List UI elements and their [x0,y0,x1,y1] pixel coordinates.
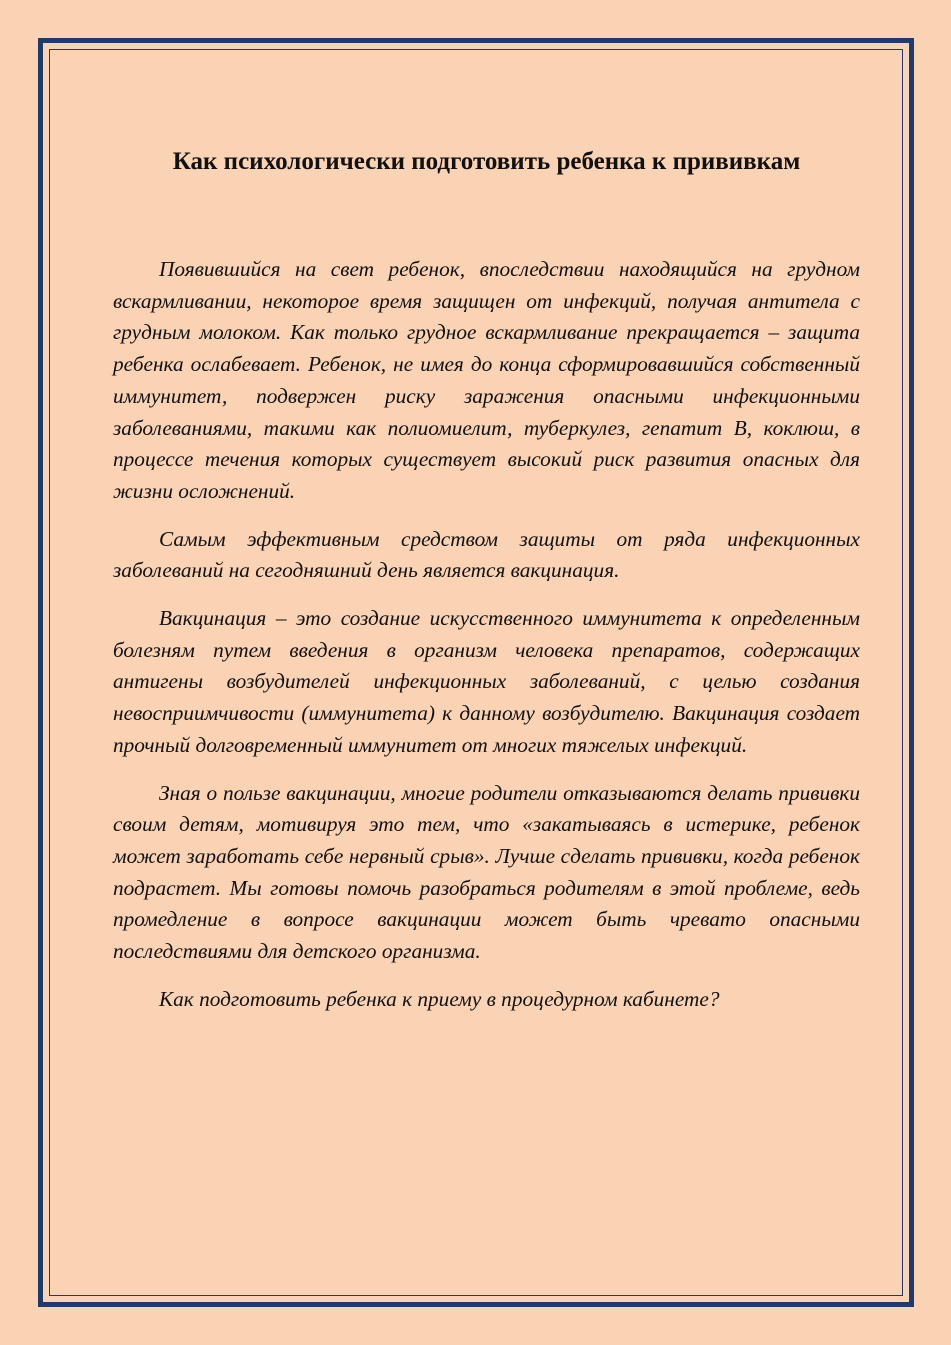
paragraph-how-to-prepare: Как подготовить ребенка к приему в процедурном кабинете? [159,986,720,1011]
document-content [113,140,860,1031]
paragraph-newborn-immunity: Появившийся на свет ребенок, впоследствии находящийся на грудном вскармливании, некоторое время защищен от инфекций, получая антитела с грудным молоком. Как только грудное вскармливание прекращается – защита ребенка ослабевает. Ребенок, не имея до конца сформировавшийся собственный иммунитет, подвержен риску заражения опасными инфекционными заболеваниями, такими как полиомиелит, туберкулез, гепатит В, коклюш, в процессе течения которых существует высокий риск развития опасных для жизни осложнений. [113,257,860,503]
paragraph-parents-refusal: Зная о пользе вакцинации, многие родители отказываются делать прививки своим детям, мотивируя это тем, что «закатываясь в истерике, ребенок может заработать себе нервный срыв». Лучше сделать прививки, когда ребенок подрастет. Мы готовы помочь разобраться родителям в этой проблеме, ведь промедление в вопросе вакцинации может быть чревато опасными последствиями для детского организма. [113,780,860,964]
document-title: Как психологически подготовить ребенка к прививкам [172,148,801,175]
paragraph-vaccination-definition: Вакцинация – это создание искусственного иммунитета к определенным болезням путем введения в организм человека препаратов, содержащих антигены возбудителей инфекционных заболеваний, с целью создания невосприимчивости (иммунитета) к данному возбудителю. Вакцинация создает прочный долговременный иммунитет от многих тяжелых инфекций. [113,606,860,757]
paragraph-vaccination-effective: Самым эффективным средством защиты от ряда инфекционных заболеваний на сегодняшний день является вакцинация. [113,526,860,583]
document-body [113,254,860,1015]
